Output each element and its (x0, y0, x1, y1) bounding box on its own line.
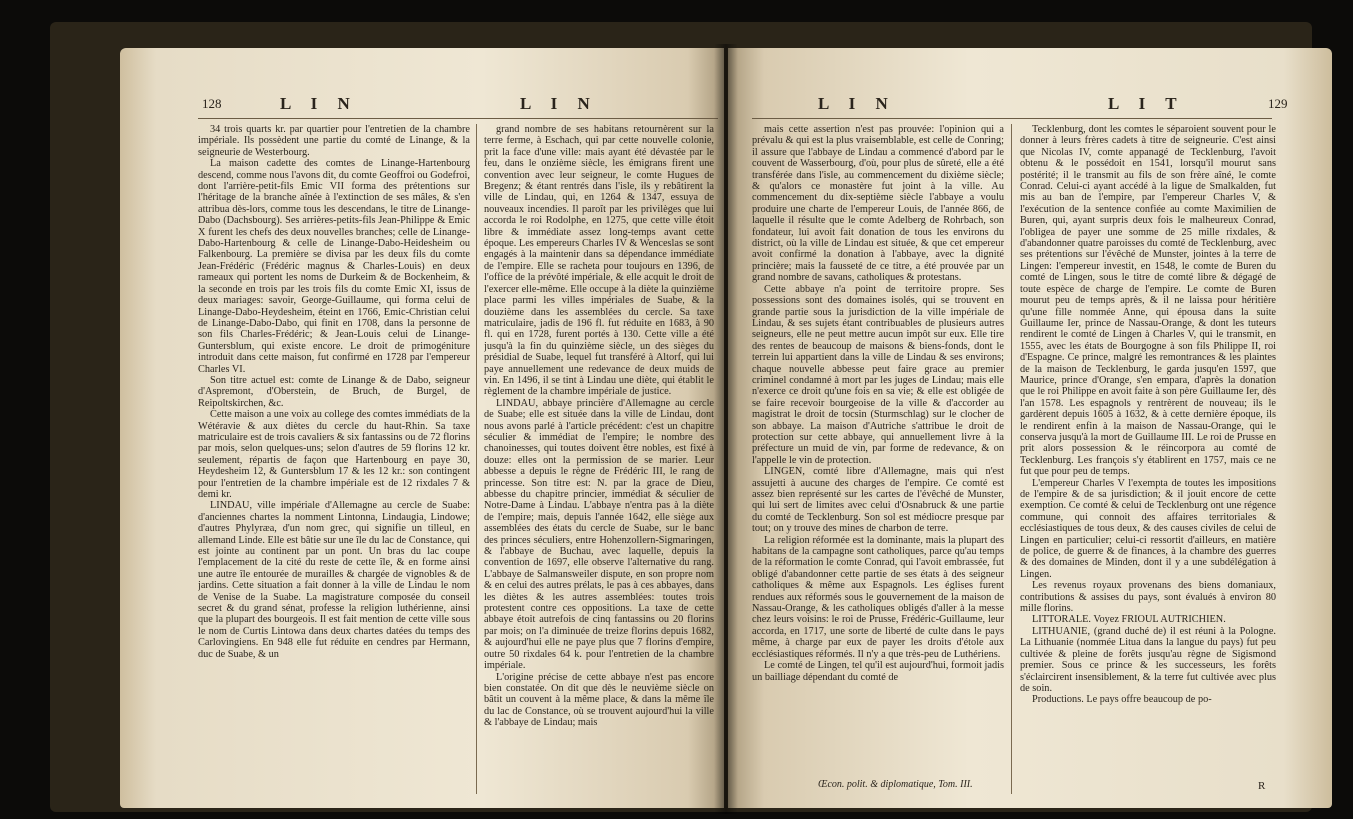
paragraph: 34 trois quarts kr. par quartier pour l'entretien de la chambre impériale. Ils possèdent une partie du comté de Linange, & la seigneurie de Westerbourg. (198, 124, 470, 158)
page-number-left: 128 (202, 96, 222, 111)
running-head-left-1: L I N (280, 94, 358, 113)
running-head-left-2: L I N (520, 94, 598, 113)
paragraph: LINGEN, comté libre d'Allemagne, mais qui n'est assujetti à aucune des charges de l'empire. Ce comté est assez bien représenté sur les cartes de l'évêché de Munster, qui lui sert de limites avec celui d'Osnabruck & une partie du comté de Tecklenburg. Son sol est médiocre presque par tout; on y trouve des mines de charbon de terre. (752, 466, 1004, 535)
paragraph: Productions. Le pays offre beaucoup de po- (1032, 694, 1212, 706)
paragraph: LITHUANIE, (grand duché de) il est réuni à la Pologne. La Lithuanie (nommée Litua dans la langue du pays) fut peu cultivée & pleine de forêts jusqu'au règne de Sigismond premier. Sous ce prince & les successeurs, les forêts s'éclaircirent insensiblement, & la terre fut cultivée avec plus de soin. (1020, 625, 1276, 694)
book-gutter (714, 44, 738, 814)
signature-mark: R (1258, 780, 1266, 792)
page-number-right: 129 (1268, 96, 1288, 111)
header-rule-right (752, 118, 1272, 119)
paragraph: Cette abbaye n'a point de territoire propre. Ses possessions sont des domaines isolés, qui se trouvent en grande partie sous la jurisdiction de la ville impériale de Lindau, & ses sujets étant contribuables de plusieurs autres seigneurs, elle ne peut mettre aucun impôt sur eux. Elle tire des rentes de beaucoup de maisons & biens-fonds, dont le terrein lui appartient dans la ville de Lindau & ses environs; chaque nouvelle abbesse peut faire grace au premier criminel condamné à mort par les juges de Lindau; mais elle n'exerce ce droit qu'une fois en sa vie; & elle est obligée de se faire recevoir bourgeoise de la ville & d'accorder au magistrat le droit de tocsin (Sturmschlag) sur le clocher de son abbaye. La maison d'Autriche s'attribue le droit de protection sur cette abbaye, qui annuellement livre à la préfecture un muid de vin, par forme de redevance, & on l'appelle le vin de protection. (752, 283, 1004, 466)
right-column-2 (1020, 124, 1276, 804)
running-head-right-2: L I T (1108, 94, 1185, 113)
paragraph: LINDAU, abbaye princière d'Allemagne au cercle de Suabe; elle est située dans la ville de Lindau, dont nous avons parlé à l'article précédent: c'est un chapitre séculier & immédiat de l'empire; le nombre des chanoinesses, qui toutes doivent être nobles, est fixé à douze: elles ont la permission de se marier. Leur abbesse a depuis le règne de Frédéric III, le rang de princesse. Son titre est: N. par la grace de Dieu, abbesse du chapitre princier, immédiat & séculier de Notre-Dame à Lindau. L'abbaye n'entra pas à la diète de l'empire; mais, depuis l'année 1642, elle siège aux assemblées des états du cercle de Suabe, sur le banc des princes séculiers, entre Hohenzollern-Sigmaringen, & l'abbaye de Buchau, avec laquelle, depuis la convention de 1697, elle observe l'alternative du rang. L'abbaye de Salmansweiler dispute, en son propre nom & en celui des autres prélats, le pas à ces abbayes, dans les diètes & les autres assemblées: toutes trois protestent contre ces oppositions. La taxe de cette abbaye étoit autrefois de cinq fantassins ou 20 florins par mois; on l'a diminuée de treize florins depuis 1682, & aujourd'hui elle ne paye plus que 7 florins d'empire, outre 50 rixdales 64 k. pour l'entretien de la chambre impériale. (484, 397, 714, 672)
paragraph: Tecklenburg, dont les comtes le séparoient souvent pour le donner à leurs frères cadets à titre de seigneurie. C'est ainsi que Nicolas IV, comte appanagé de Tecklenburg, l'avoit obtenu & le possédoit en 1541, lorsqu'il mourut sans postérité; il le transmit au fils de son frère aîné, le comte Conrad. Celui-ci ayant accédé à la ligue de Smalkalden, fut mis au ban de l'empire, par l'empereur Charles V, & l'exécution de la sentence confiée au comte Maximilien de Buren, qui, ayant surpris deux fois le malheureux Conrad, l'obligea de payer une somme de 25 mille rixdales, & d'abandonner quatre paroisses du comté de Tecklenburg, avec ses prétentions sur l'évêché de Munster, jointes à la terre de Lingen: l'empereur investit, en 1548, le comte de Buren du comté de Lingen, sous le titre de comté libre & dégagé de toute espèce de charge de l'empire. Le comte de Buren mourut peu de temps après, & il ne laissa pour héritière qu'une fille nommée Anne, qui épousa dans la suite Guillaume Ier, prince de Nassau-Orange, & dont les tuteurs rendirent le comté de Lingen à Charles V, qui le transmit, en 1555, avec les états de Bourgogne à son fils Philippe II, roi d'Espagne. Ce prince, malgré les remontrances & les plaintes de la maison de Tecklenburg, le garda jusqu'en 1597, que Maurice, prince d'Orange, s'en empara, d'après la donation que le roi Philippe en avoit faite à son père Guillaume Ier, dès l'an 1578. Les espagnols y rentrèrent de nouveau; ils le gardèrent depuis 1605 à 1632, & à cette dernière époque, ils le rendirent enfin à la maison de Nassau-Orange, qui le conserva jusqu'à la mort de Guillaume III. Le roi de Prusse en prit alors possession & le réincorpora au comté de Tecklenburg. Les françois s'y établirent en 1757, mais ce ne fut que pour peu de temps. (1020, 124, 1276, 478)
paragraph: Le comté de Lingen, tel qu'il est aujourd'hui, formoit jadis un bailliage dépendant du comté de (752, 660, 1004, 683)
paragraph: Les revenus royaux provenans des biens domaniaux, contributions & assises du pays, sont évalués à environ 80 mille florins. (1020, 580, 1276, 615)
left-column-1 (198, 124, 470, 804)
paragraph: L'empereur Charles V l'exempta de toutes les impositions de l'empire & de sa jurisdiction; & il jouit encore de cette exemption. Ce comté & celui de Tecklenburg ont une régence commune, qui connoit des affaires territoriales & ecclésiastiques de tous deux, & des causes civiles de celui de Lingen en particulier; celui-ci ressortit d'ailleurs, en matière de police, de guerre & de finances, à la chambre des guerres & des domaines de Minden, dont il y a une subdélégation à Lingen. (1020, 477, 1276, 580)
right-column-1 (752, 124, 1004, 804)
page-footer: Œcon. polit. & diplomatique, Tom. III. (818, 779, 973, 790)
paragraph: LINDAU, ville impériale d'Allemagne au cercle de Suabe: d'anciennes chartes la nomment Lintonna, Lindaugia, Lindowe; d'autres Phylyræa, d'un nom grec, qui signifie un tilleul, en allemand Linde. Elle est bâtie sur une île du lac de Constance, qui est jointe au continent par un pont. Un bras du lac coupe l'emplacement de la cité du reste de cette île, & en forme ainsi une autre île entourée de murailles & chargée de vignobles & de jardins. Cette situation a fait donner à la ville de Lindau le nom de Venise de la Suabe. La magistrature composée du conseil secret & du grand sénat, professe la religion luthérienne, ainsi que la plupart des bourgeois. Il est fait mention de cette ville sous le nom de Curtis Lintowa dans deux chartes datées du temps des Carlovingiens. En 948 elle fut réduite en cendres par Hermann, duc de Suabe, & un (198, 500, 470, 660)
column-divider-left (476, 124, 477, 794)
paragraph: L'origine précise de cette abbaye n'est pas encore bien constatée. On dit que dès le neuvième siècle on bâtit un couvent à la même place, & dans la même île du lac de Constance, où se trouvent aujourd'hui la ville & l'abbaye de Lindau; mais (484, 671, 714, 729)
paragraph: LITTORALE. Voyez FRIOUL AUTRICHIEN. (1032, 614, 1226, 626)
paragraph: mais cette assertion n'est pas prouvée: l'opinion qui a prévalu & qui est la plus vraisemblable, est celle de Conring; il assure que l'abbaye de Lindau a commencé d'abord par le couvent de Wasserbourg, d'où, pour plus de sûreté, elle a été transférée dans l'isle, au commencement du dixième siècle; & qu'alors ce monastère fut joint à la ville. Au commencement du dix-septième siècle l'abbaye a voulu produire une charte de l'empereur Louis, de l'année 866, de laquelle il résulte que le comte Adelberg de Rohrbach, son fondateur, lui avoit fait donation de tous les environs du district, où la ville de Lindau est située, & que cet empereur avoit confirmé la donation à l'abbaye, avec la dignité princière; mais la fausseté de ce titre, a été prouvée par un grand nombre de savans, catholiques & protestans. (752, 124, 1004, 284)
header-rule-left (198, 118, 718, 119)
column-divider-right (1011, 124, 1012, 794)
paragraph: La maison cadette des comtes de Linange-Hartenbourg descend, comme nous l'avons dit, du comte Geoffroi ou Godefroi, dont l'arrière-petit-fils Emic VII forma des prétentions sur l'héritage de la branche aînée à l'extinction de ses mâles, & s'en attribua dès-lors, comme tous les descendans, le titre de Linange-Dabo (Dachsbourg). Ses arrières-petits-fils Jean-Philippe & Emic X furent les chefs des deux nouvelles branches; celle de Linange-Dabo-Hartenbourg & celle de Linange-Dabo-Heidesheim ou Falkenbourg. La première se divisa par les deux fils du comte Jean-Frédéric (Frédéric magnus & Charles-Louis) en deux rameaux qui portent les noms de Durkeim & de Bockenheim, & la seconde en trois par les trois fils du comte Emic XI, issus de deux mariages: savoir, George-Guillaume, qui forma celui de Linange-Dabo-Heydesheim, éteint en 1766, Emic-Christian celui de Linange-Dabo-Dabo, qui finit en 1708, dans la personne de son fils Charles-Frédéric; & Jean-Louis celui de Linange-Guntersblum, qui existe encore. Le droit de primogéniture introduit dans cette maison, fut confirmé en 1728 par l'empereur Charles VI. (198, 158, 470, 375)
left-page (120, 48, 724, 808)
paragraph: grand nombre de ses habitans retournèrent sur la terre ferme, à Eschach, qui par cette nouvelle colonie, prit la face d'une ville: mais ayant été dévastée par le feu, dans le onzième siècle, les émigrans firent une convention avec leur seigneur, le comte Hugues de Bregenz; & étant rentrés dans l'isle, ils y rebâtirent la ville de Lindau, qui, en 1264 & 1347, essuya de nouveaux incendies. Il paroît par les privilèges que lui accorda le roi Rodolphe, en 1275, que cette ville étoit libre & immédiate assez long-temps avant cette époque. Les empereurs Charles IV & Wenceslas se sont engagés à la maintenir dans sa dépendance immédiate de l'empire. Elle se racheta pour toujours en 1396, de l'office de la prévôté impériale, & elle acquit le droit de l'exercer elle-même. Elle occupe à la diète la quinzième place parmi les villes impériales de Suabe, & la douzième dans les assemblées du cercle. Sa taxe matriculaire, jadis de 196 fl. fut réduite en 1683, à 90 fl. qui en 1728, furent portés à 130. Cette ville a été jusqu'à la fin du quinzième siècle, un des sièges du présidial de Suabe, lequel fut transféré à Altorf, qui lui paye annuellement une redevance de deux muids de vin. En 1496, il se tint à Lindau une diète, qui établit le règlement de la chambre impériale de justice. (484, 124, 714, 398)
left-column-2 (484, 124, 714, 804)
open-book (50, 22, 1312, 812)
paragraph: Son titre actuel est: comte de Linange & de Dabo, seigneur d'Aspremont, d'Oberstein, de Bruch, de Burgel, de Reipoltskirchen, &c. (198, 374, 470, 409)
paragraph: Cette maison a une voix au college des comtes immédiats de la Wétéravie & aux diètes du cercle du haut-Rhin. Sa taxe matriculaire est de trois cavaliers & six fantassins ou de 72 florins par mois, selon quelques-uns; selon d'autres de 59 florins 12 kr. seulement, répartis de façon que Hartenbourg en paye 30, Heydesheim 12, & Guntersblum 17 & les 12 kr.: son contingent pour l'entretien de la chambre impériale est de 12 rixdales 7 & demi kr. (198, 409, 470, 500)
running-head-right-1: L I N (818, 94, 896, 113)
paragraph: La religion réformée est la dominante, mais la plupart des habitans de la campagne sont catholiques, parce qu'au temps de la réformation le comte Conrad, qui l'avoit embrassée, fut obligé d'abandonner cette partie de ses états à des seigneur catholiques & même aux Espagnols. Les églises furent rendues aux réformés sous le gouvernement de la maison de Nassau-Orange, & les catholiques obligés d'aller à la messe chez leurs voisins: le roi de Prusse, Frédéric-Guillaume, leur accorda, en 1717, une sorte de liberté de culte dans le pays même, à charge par eux de payer les droits d'étole aux ecclésiastiques réformés. Il n'y a que très-peu de Luthériens. (752, 534, 1004, 660)
right-page (728, 48, 1332, 808)
